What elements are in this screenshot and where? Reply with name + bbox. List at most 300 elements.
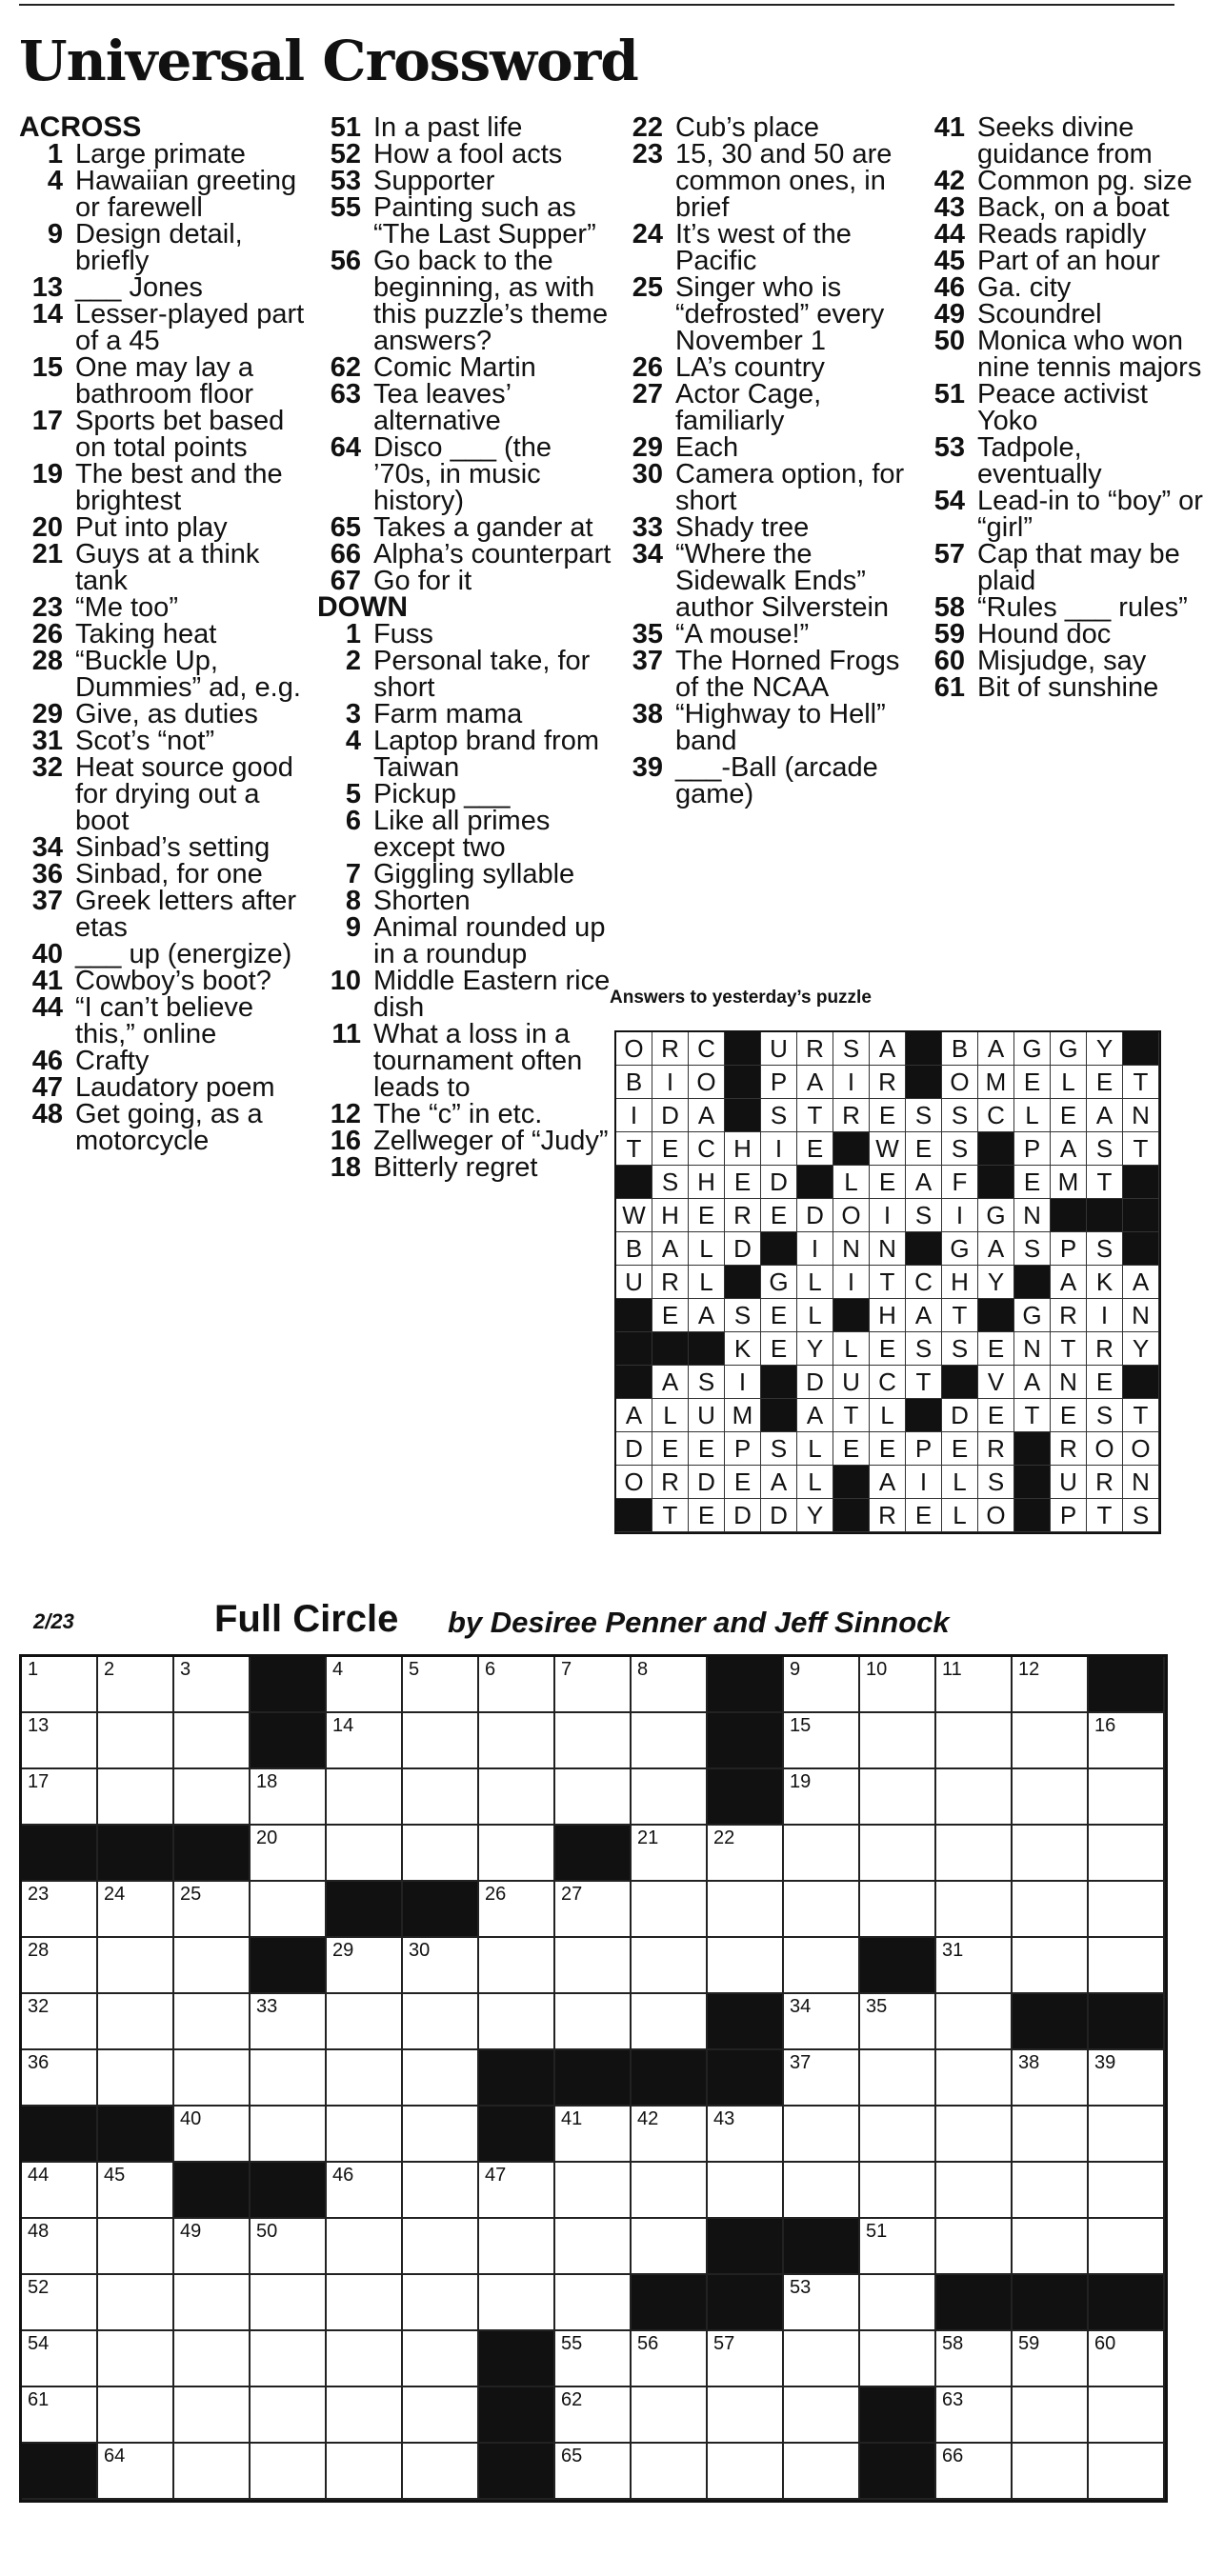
clue-item [19, 168, 310, 221]
grid-cell[interactable] [1089, 1713, 1165, 1769]
clue-number: 53 [330, 166, 361, 196]
grid-cell[interactable] [251, 1882, 327, 1938]
grid-cell[interactable] [708, 1882, 784, 1938]
grid-cell[interactable] [174, 2275, 251, 2331]
grid-cell[interactable] [327, 1938, 403, 1994]
answer-block-cell [1123, 1232, 1159, 1266]
grid-cell[interactable] [174, 1713, 251, 1769]
grid-cell[interactable] [403, 2050, 479, 2107]
answer-block-cell [1014, 1499, 1051, 1532]
grid-cell[interactable] [403, 1938, 479, 1994]
grid-cell[interactable] [174, 2107, 251, 2163]
grid-cell[interactable] [479, 1657, 555, 1713]
grid-cell[interactable] [936, 1938, 1013, 1994]
grid-cell[interactable] [784, 1713, 860, 1769]
clue-text: Middle Eastern rice dish [373, 966, 611, 1023]
cell-number: 38 [1018, 2052, 1040, 2073]
answer-letter-cell: N [1123, 1099, 1159, 1132]
cell-number: 2 [104, 1659, 115, 1680]
answer-letter-cell: S [1087, 1232, 1123, 1266]
grid-cell[interactable] [1013, 2219, 1089, 2275]
answer-letter-cell: W [870, 1132, 906, 1166]
answer-letter-cell: A [689, 1299, 725, 1332]
grid-cell[interactable] [784, 1938, 860, 1994]
grid-cell[interactable] [860, 2163, 936, 2219]
answer-block-cell [1123, 1166, 1159, 1199]
grid-cell[interactable] [251, 2107, 327, 2163]
clue-text: ___-Ball (arcade game) [675, 752, 878, 809]
grid-cell[interactable] [936, 1994, 1013, 2050]
cell-number: 45 [104, 2165, 126, 2186]
clue-number: 14 [31, 299, 63, 329]
block-cell [479, 2050, 555, 2107]
grid-cell[interactable] [708, 2163, 784, 2219]
grid-cell[interactable] [251, 1994, 327, 2050]
grid-cell[interactable] [1013, 1769, 1089, 1826]
grid-cell[interactable] [632, 2107, 708, 2163]
grid-cell[interactable] [860, 1769, 936, 1826]
grid-cell[interactable] [784, 2107, 860, 2163]
grid-cell[interactable] [784, 2275, 860, 2331]
grid-cell[interactable] [860, 1882, 936, 1938]
answer-block-cell [942, 1366, 978, 1399]
clue-text: Ga. city [977, 272, 1072, 303]
grid-cell[interactable] [784, 2387, 860, 2444]
grid-cell[interactable] [327, 2163, 403, 2219]
grid-cell[interactable] [98, 1713, 174, 1769]
grid-cell[interactable] [1089, 2331, 1165, 2387]
answer-letter-cell: U [761, 1032, 797, 1066]
grid-cell[interactable] [403, 2107, 479, 2163]
grid-cell[interactable] [784, 2444, 860, 2500]
grid-cell[interactable] [403, 1657, 479, 1713]
grid-cell[interactable] [708, 1826, 784, 1882]
grid-cell[interactable] [555, 1657, 632, 1713]
grid-cell[interactable] [1013, 2050, 1089, 2107]
clue-number: 44 [933, 219, 965, 250]
grid-cell[interactable] [98, 2219, 174, 2275]
grid-cell[interactable] [98, 2275, 174, 2331]
grid-cell[interactable] [98, 2050, 174, 2107]
grid-cell[interactable] [1013, 2107, 1089, 2163]
clue-column-4 [921, 114, 1207, 701]
grid-cell[interactable] [632, 2219, 708, 2275]
block-cell [479, 2387, 555, 2444]
answer-letter-cell: P [1051, 1232, 1087, 1266]
clue-item [921, 248, 1207, 274]
clue-number: 51 [330, 112, 361, 143]
grid-cell[interactable] [936, 2444, 1013, 2500]
grid-cell[interactable] [708, 2107, 784, 2163]
answer-letter-cell: R [652, 1466, 689, 1499]
grid-cell[interactable] [632, 2387, 708, 2444]
grid-cell[interactable] [860, 2331, 936, 2387]
grid-cell[interactable] [22, 2331, 98, 2387]
grid-cell[interactable] [936, 1769, 1013, 1826]
grid-cell[interactable] [708, 1938, 784, 1994]
clue-number: 7 [345, 859, 361, 889]
grid-cell[interactable] [555, 2219, 632, 2275]
clue-text: Crafty [75, 1046, 150, 1076]
grid-cell[interactable] [98, 1882, 174, 1938]
grid-cell[interactable] [251, 2387, 327, 2444]
grid-cell[interactable] [784, 2050, 860, 2107]
grid-cell[interactable] [784, 1994, 860, 2050]
answer-block-cell [978, 1166, 1014, 1199]
grid-cell[interactable] [327, 2219, 403, 2275]
block-cell [251, 1938, 327, 1994]
clue-item [619, 621, 914, 648]
answer-letter-cell: O [978, 1499, 1014, 1532]
grid-cell[interactable] [98, 2444, 174, 2500]
grid-cell[interactable] [555, 2331, 632, 2387]
grid-cell[interactable] [555, 1882, 632, 1938]
answer-letter-cell: T [1087, 1166, 1123, 1199]
grid-cell[interactable] [403, 2275, 479, 2331]
grid-cell[interactable] [632, 2163, 708, 2219]
grid-cell[interactable] [479, 2275, 555, 2331]
answer-letter-cell: T [942, 1299, 978, 1332]
cell-number: 36 [28, 2052, 50, 2073]
grid-cell[interactable] [860, 1994, 936, 2050]
clue-text: Get going, as a motorcycle [75, 1099, 263, 1156]
answer-letter-cell: E [1051, 1399, 1087, 1432]
answer-letter-cell: A [1087, 1099, 1123, 1132]
clue-number: 50 [933, 326, 965, 356]
grid-cell[interactable] [22, 2387, 98, 2444]
grid-cell[interactable] [936, 2331, 1013, 2387]
grid-cell[interactable] [327, 2107, 403, 2163]
grid-cell[interactable] [1013, 2163, 1089, 2219]
answer-letter-cell: G [1014, 1032, 1051, 1066]
answer-letter-cell: B [616, 1066, 652, 1099]
clue-item [921, 221, 1207, 248]
grid-cell[interactable] [632, 1713, 708, 1769]
block-cell [708, 1657, 784, 1713]
grid-cell[interactable] [327, 1826, 403, 1882]
answer-block-cell [1123, 1366, 1159, 1399]
grid-cell[interactable] [22, 2219, 98, 2275]
answer-block-cell [616, 1332, 652, 1366]
grid-cell[interactable] [479, 2219, 555, 2275]
grid-cell[interactable] [22, 1657, 98, 1713]
block-cell [479, 2107, 555, 2163]
answer-block-cell [1014, 1432, 1051, 1466]
grid-cell[interactable] [327, 2331, 403, 2387]
grid-cell[interactable] [936, 1826, 1013, 1882]
answer-block-cell [1014, 1466, 1051, 1499]
grid-cell[interactable] [632, 1657, 708, 1713]
answer-letter-cell: U [833, 1366, 870, 1399]
grid-cell[interactable] [479, 1882, 555, 1938]
grid-cell[interactable] [1013, 1713, 1089, 1769]
grid-cell[interactable] [403, 2387, 479, 2444]
grid-cell[interactable] [174, 1994, 251, 2050]
grid-cell[interactable] [98, 2387, 174, 2444]
grid-cell[interactable] [251, 2275, 327, 2331]
grid-cell[interactable] [555, 2387, 632, 2444]
answer-letter-cell: R [1087, 1466, 1123, 1499]
clue-text: Lead-in to “boy” or “girl” [977, 486, 1203, 543]
grid-cell[interactable] [784, 1769, 860, 1826]
grid-cell[interactable] [174, 2331, 251, 2387]
grid-cell[interactable] [22, 1882, 98, 1938]
clue-item [317, 168, 612, 194]
answer-letter-cell: H [942, 1266, 978, 1299]
answer-letter-cell: E [652, 1299, 689, 1332]
answer-letter-cell: L [833, 1332, 870, 1366]
clue-number: 4 [345, 726, 361, 756]
answer-letter-cell: S [761, 1432, 797, 1466]
grid-cell[interactable] [1089, 1882, 1165, 1938]
grid-cell[interactable] [327, 1769, 403, 1826]
clue-item [921, 328, 1207, 381]
grid-cell[interactable] [860, 1826, 936, 1882]
answer-letter-cell: T [1051, 1332, 1087, 1366]
grid-cell[interactable] [1013, 1657, 1089, 1713]
grid-cell[interactable] [784, 2163, 860, 2219]
answer-letter-cell: E [725, 1466, 761, 1499]
grid-cell[interactable] [22, 1994, 98, 2050]
clue-number: 9 [47, 219, 63, 250]
clue-text: Each [675, 432, 739, 463]
grid-cell[interactable] [555, 1769, 632, 1826]
puzzle-header [29, 1598, 1172, 1646]
grid-cell[interactable] [632, 2331, 708, 2387]
grid-cell[interactable] [327, 2275, 403, 2331]
cell-number: 3 [180, 1659, 191, 1680]
cell-number: 44 [28, 2165, 50, 2186]
grid-cell[interactable] [403, 2444, 479, 2500]
grid-cell[interactable] [22, 2050, 98, 2107]
grid-cell[interactable] [936, 2163, 1013, 2219]
answer-letter-cell: T [1123, 1066, 1159, 1099]
clue-text: Go back to the beginning, as with this puzzle’s theme answers? [373, 246, 609, 356]
grid-cell[interactable] [403, 1713, 479, 1769]
grid-cell[interactable] [1089, 2219, 1165, 2275]
answer-letter-cell: U [616, 1266, 652, 1299]
clue-item [317, 808, 612, 861]
grid-cell[interactable] [327, 1994, 403, 2050]
clue-number: 53 [933, 432, 965, 463]
grid-cell[interactable] [632, 1826, 708, 1882]
grid-cell[interactable] [860, 2275, 936, 2331]
clue-text: Back, on a boat [977, 192, 1170, 223]
grid-cell[interactable] [936, 1882, 1013, 1938]
grid-cell[interactable] [784, 1826, 860, 1882]
grid-cell[interactable] [327, 2387, 403, 2444]
grid-cell[interactable] [1013, 2387, 1089, 2444]
grid-cell[interactable] [174, 2444, 251, 2500]
grid-cell[interactable] [1013, 2331, 1089, 2387]
answer-letter-cell: L [1051, 1066, 1087, 1099]
grid-cell[interactable] [22, 1769, 98, 1826]
grid-cell[interactable] [555, 2163, 632, 2219]
grid-cell[interactable] [327, 2444, 403, 2500]
grid-cell[interactable] [403, 1994, 479, 2050]
grid-cell[interactable] [1013, 1826, 1089, 1882]
grid-cell[interactable] [936, 1657, 1013, 1713]
answer-block-cell [616, 1366, 652, 1399]
grid-cell[interactable] [174, 2219, 251, 2275]
grid-cell[interactable] [22, 2275, 98, 2331]
grid-cell[interactable] [22, 2163, 98, 2219]
grid-cell[interactable] [403, 1826, 479, 1882]
grid-cell[interactable] [174, 2050, 251, 2107]
clue-item [317, 248, 612, 354]
grid-cell[interactable] [860, 2107, 936, 2163]
grid-cell[interactable] [936, 2219, 1013, 2275]
grid-cell[interactable] [98, 1769, 174, 1826]
answer-letter-cell: O [1087, 1432, 1123, 1466]
grid-cell[interactable] [708, 2444, 784, 2500]
answer-letter-cell: A [689, 1099, 725, 1132]
grid-cell[interactable] [479, 1769, 555, 1826]
cell-number: 32 [28, 1996, 50, 2017]
grid-cell[interactable] [555, 2444, 632, 2500]
grid-cell[interactable] [251, 1826, 327, 1882]
grid-cell[interactable] [555, 2275, 632, 2331]
answer-letter-cell: P [725, 1432, 761, 1466]
answer-letter-cell: A [616, 1399, 652, 1432]
grid-cell[interactable] [1089, 2050, 1165, 2107]
clue-number: 35 [632, 619, 663, 649]
answer-letter-cell: A [797, 1066, 833, 1099]
block-cell [251, 2163, 327, 2219]
grid-cell[interactable] [936, 2050, 1013, 2107]
answer-letter-cell: N [1123, 1299, 1159, 1332]
grid-cell[interactable] [403, 2331, 479, 2387]
grid-cell[interactable] [403, 2163, 479, 2219]
grid-cell[interactable] [708, 2331, 784, 2387]
answer-block-cell [906, 1066, 942, 1099]
grid-cell[interactable] [174, 1882, 251, 1938]
grid-cell[interactable] [479, 2163, 555, 2219]
clue-number: 26 [632, 352, 663, 383]
grid-cell[interactable] [22, 1938, 98, 1994]
answer-letter-cell: H [870, 1299, 906, 1332]
block-cell [1089, 2275, 1165, 2331]
clue-item [19, 994, 310, 1048]
grid-cell[interactable] [327, 2050, 403, 2107]
clue-number: 34 [632, 539, 663, 569]
grid-cell[interactable] [251, 2444, 327, 2500]
clue-item [19, 541, 310, 594]
grid-cell[interactable] [632, 1769, 708, 1826]
grid-cell[interactable] [479, 1994, 555, 2050]
grid-cell[interactable] [403, 1769, 479, 1826]
grid-cell[interactable] [632, 1938, 708, 1994]
answer-letter-cell: N [833, 1232, 870, 1266]
grid-cell[interactable] [251, 2050, 327, 2107]
grid-cell[interactable] [555, 1713, 632, 1769]
grid-cell[interactable] [174, 1657, 251, 1713]
clue-item [19, 834, 310, 861]
grid-cell[interactable] [632, 1994, 708, 2050]
grid-cell[interactable] [860, 1713, 936, 1769]
grid-cell[interactable] [327, 1713, 403, 1769]
answer-letter-cell: L [797, 1432, 833, 1466]
grid-cell[interactable] [1089, 1938, 1165, 1994]
grid-cell[interactable] [1013, 1882, 1089, 1938]
grid-cell[interactable] [98, 1994, 174, 2050]
grid-cell[interactable] [98, 2163, 174, 2219]
grid-cell[interactable] [555, 1938, 632, 1994]
clue-text: Monica who won nine tennis majors [977, 326, 1202, 383]
grid-cell[interactable] [860, 2219, 936, 2275]
grid-cell[interactable] [1089, 2163, 1165, 2219]
answer-block-cell [1051, 1199, 1087, 1232]
grid-cell[interactable] [784, 1657, 860, 1713]
grid-cell[interactable] [174, 1769, 251, 1826]
grid-cell[interactable] [555, 1994, 632, 2050]
grid-cell[interactable] [1089, 1826, 1165, 1882]
grid-cell[interactable] [403, 2219, 479, 2275]
answer-letter-cell: W [616, 1199, 652, 1232]
grid-cell[interactable] [98, 1657, 174, 1713]
grid-cell[interactable] [251, 2219, 327, 2275]
grid-cell[interactable] [22, 1713, 98, 1769]
answer-letter-cell: L [797, 1266, 833, 1299]
grid-cell[interactable] [1013, 2444, 1089, 2500]
answer-letter-cell: I [616, 1099, 652, 1132]
answer-grid [614, 1030, 1161, 1534]
answer-letter-cell: I [797, 1232, 833, 1266]
grid-cell[interactable] [936, 1713, 1013, 1769]
grid-cell[interactable] [1013, 1938, 1089, 1994]
grid-cell[interactable] [479, 1826, 555, 1882]
grid-cell[interactable] [936, 2107, 1013, 2163]
grid-cell[interactable] [174, 2387, 251, 2444]
clue-number: 42 [933, 166, 965, 196]
grid-cell[interactable] [632, 1882, 708, 1938]
answer-letter-cell: E [906, 1132, 942, 1166]
grid-cell[interactable] [98, 2331, 174, 2387]
grid-cell[interactable] [708, 2387, 784, 2444]
grid-cell[interactable] [327, 1657, 403, 1713]
grid-cell[interactable] [1089, 1769, 1165, 1826]
block-cell [708, 2050, 784, 2107]
grid-cell[interactable] [479, 1713, 555, 1769]
clue-text: Shady tree [675, 512, 810, 543]
cell-number: 17 [28, 1771, 50, 1792]
grid-cell[interactable] [251, 2331, 327, 2387]
grid-cell[interactable] [936, 2387, 1013, 2444]
grid-cell[interactable] [98, 1938, 174, 1994]
grid-cell[interactable] [479, 1938, 555, 1994]
grid-cell[interactable] [251, 1769, 327, 1826]
answer-letter-cell: C [870, 1366, 906, 1399]
clue-text: Heat source good for drying out a boot [75, 752, 293, 836]
grid-cell[interactable] [1089, 2107, 1165, 2163]
clue-item [317, 648, 612, 701]
grid-cell[interactable] [860, 1657, 936, 1713]
cell-number: 13 [28, 1715, 50, 1736]
answer-letter-cell: E [870, 1332, 906, 1366]
grid-cell[interactable] [174, 1938, 251, 1994]
grid-cell[interactable] [860, 2050, 936, 2107]
grid-cell[interactable] [784, 1882, 860, 1938]
clue-item [921, 381, 1207, 434]
clue-number: 60 [933, 646, 965, 676]
grid-cell[interactable] [1089, 2444, 1165, 2500]
grid-cell[interactable] [1089, 2387, 1165, 2444]
grid-cell[interactable] [632, 2444, 708, 2500]
grid-cell[interactable] [555, 2107, 632, 2163]
grid-cell[interactable] [784, 2331, 860, 2387]
answer-letter-cell: E [725, 1166, 761, 1199]
answer-block-cell [616, 1299, 652, 1332]
